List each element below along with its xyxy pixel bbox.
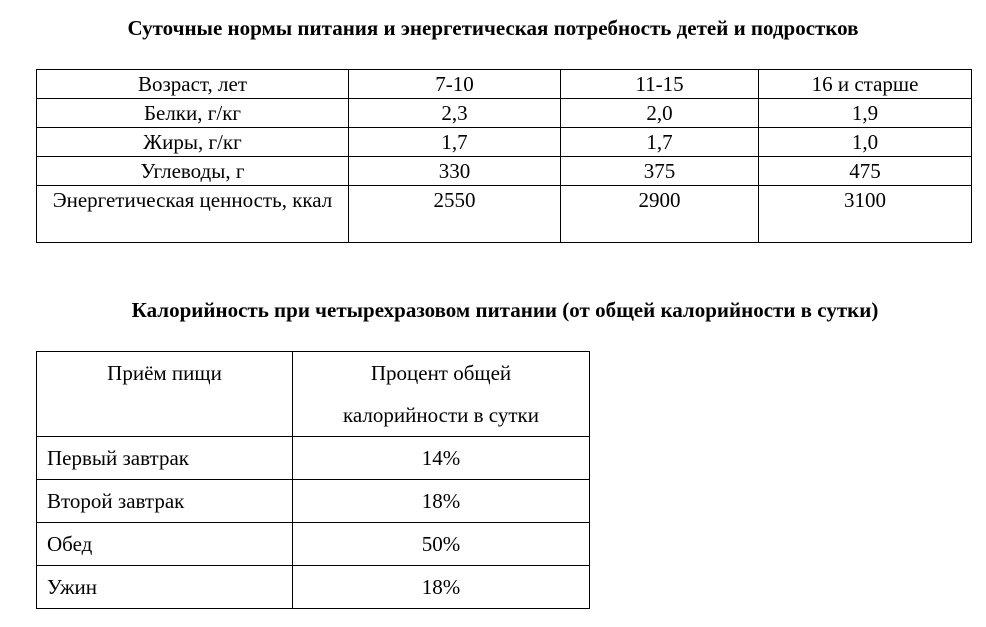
meal-name-cell: Ужин bbox=[37, 566, 293, 609]
table-cell: 2,0 bbox=[561, 99, 759, 128]
table-cell: 2550 bbox=[349, 186, 561, 243]
header-cell-text: Процент общей калорийности в сутки bbox=[343, 361, 539, 427]
meal-name-cell: Второй завтрак bbox=[37, 480, 293, 523]
meal-name-cell: Первый завтрак bbox=[37, 437, 293, 480]
table-row bbox=[37, 523, 590, 566]
header-cell bbox=[293, 352, 590, 437]
table-row bbox=[37, 99, 972, 128]
table-header-row bbox=[37, 70, 972, 99]
percent-cell: 50% bbox=[293, 523, 590, 566]
meal-name-cell: Обед bbox=[37, 523, 293, 566]
table-cell: 330 bbox=[349, 157, 561, 186]
row-label-cell: Белки, г/кг bbox=[37, 99, 349, 128]
table-row bbox=[37, 128, 972, 157]
table-cell: 1,0 bbox=[759, 128, 972, 157]
header-cell: Приём пищи bbox=[37, 352, 293, 437]
row-label-cell: Энергетическая ценность, ккал bbox=[37, 186, 349, 243]
header-cell: 11-15 bbox=[561, 70, 759, 99]
header-cell: 16 и старше bbox=[759, 70, 972, 99]
table-cell: 1,9 bbox=[759, 99, 972, 128]
row-label-cell: Углеводы, г bbox=[37, 157, 349, 186]
table-cell: 1,7 bbox=[349, 128, 561, 157]
percent-cell: 14% bbox=[293, 437, 590, 480]
table-cell: 2,3 bbox=[349, 99, 561, 128]
nutrition-norms-table bbox=[36, 69, 972, 243]
table2-title: Калорийность при четырехразовом питании (от общей калорийности в сутки) bbox=[131, 298, 879, 322]
table-cell: 2900 bbox=[561, 186, 759, 243]
table-row bbox=[37, 566, 590, 609]
header-cell: Возраст, лет bbox=[37, 70, 349, 99]
table-row bbox=[37, 480, 590, 523]
table-cell: 3100 bbox=[759, 186, 972, 243]
percent-cell: 18% bbox=[293, 480, 590, 523]
table-row bbox=[37, 437, 590, 480]
percent-cell: 18% bbox=[293, 566, 590, 609]
row-label-cell: Жиры, г/кг bbox=[37, 128, 349, 157]
meal-calories-table bbox=[36, 351, 590, 609]
table-row bbox=[37, 157, 972, 186]
table-cell: 475 bbox=[759, 157, 972, 186]
table-cell: 1,7 bbox=[561, 128, 759, 157]
table1-title: Суточные нормы питания и энергетическая потребность детей и подростков bbox=[127, 16, 859, 40]
header-cell: 7-10 bbox=[349, 70, 561, 99]
table-cell: 375 bbox=[561, 157, 759, 186]
table-row bbox=[37, 186, 972, 243]
table-header-row bbox=[37, 352, 590, 437]
